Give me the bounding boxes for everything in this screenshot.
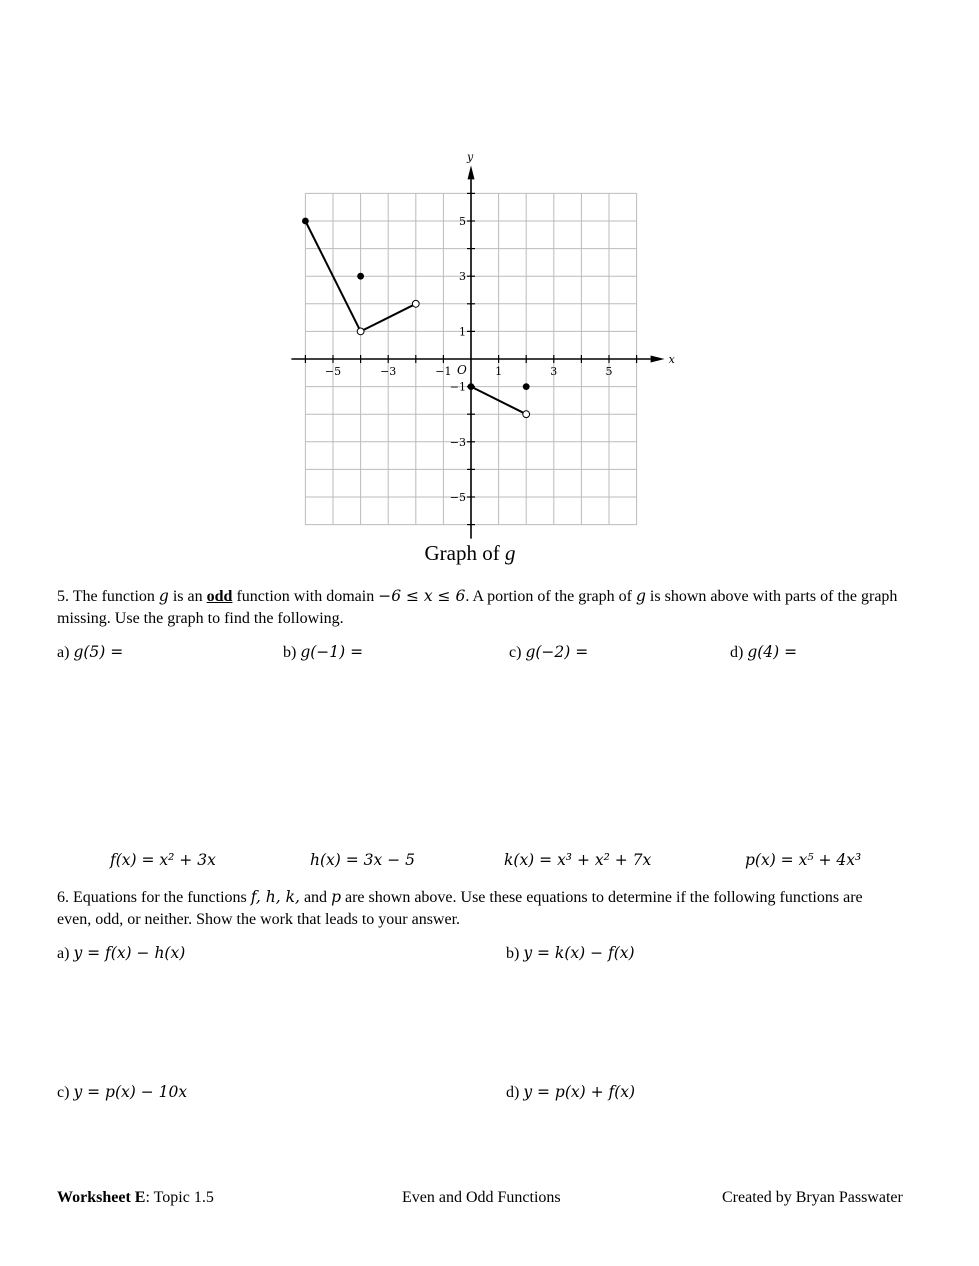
part-expr: g(4) = xyxy=(747,643,798,661)
y-axis-arrow xyxy=(468,165,475,179)
origin-label: O xyxy=(457,363,467,377)
q5-var-g: g xyxy=(158,587,169,605)
q6-part-c xyxy=(57,1083,187,1102)
footer-left xyxy=(57,1189,214,1207)
y-tick-label: 1 xyxy=(459,325,466,339)
part-label: c) xyxy=(57,1084,70,1101)
q6-part-a xyxy=(57,944,185,963)
q5-text-2: is an xyxy=(172,588,203,605)
open-point xyxy=(523,411,530,418)
x-tick-label: 3 xyxy=(550,365,558,378)
part-expr: y = p(x) + f(x) xyxy=(523,1083,636,1101)
topic-label: : Topic 1.5 xyxy=(145,1189,214,1206)
q5-part-d xyxy=(730,643,797,662)
q5-part-c xyxy=(509,643,588,662)
question-number: 5. xyxy=(57,588,69,605)
q6-part-d xyxy=(506,1083,635,1102)
x-tick-label: 1 xyxy=(495,365,503,378)
function-f: f(x) = x² + 3x xyxy=(110,851,216,869)
q6-text-1: Equations for the functions xyxy=(73,889,247,906)
part-expr: y = f(x) − h(x) xyxy=(73,944,186,962)
part-label: a) xyxy=(57,644,70,661)
function-k: k(x) = x³ + x² + 7x xyxy=(504,851,652,869)
q5-text-4: . A portion of the graph of xyxy=(465,588,632,605)
part-expr: y = p(x) − 10x xyxy=(73,1083,188,1101)
y-tick-label: −1 xyxy=(449,380,466,394)
x-tick-label: −5 xyxy=(324,365,342,378)
closed-point xyxy=(523,383,530,390)
question-5-text xyxy=(57,585,927,630)
closed-point xyxy=(468,383,475,390)
caption-var: g xyxy=(504,541,516,565)
footer-right: Created by Bryan Passwater xyxy=(722,1189,903,1206)
part-label: d) xyxy=(730,644,744,661)
q6-var-p: p xyxy=(331,888,341,906)
q5-text-3: function with domain xyxy=(236,588,375,605)
part-label: b) xyxy=(506,945,520,962)
part-expr: y = k(x) − f(x) xyxy=(523,944,635,962)
part-label: b) xyxy=(283,644,297,661)
y-axis-label: y xyxy=(467,150,474,164)
function-h: h(x) = 3x − 5 xyxy=(310,851,415,869)
domain-expr: −6 ≤ x ≤ 6 xyxy=(378,587,466,605)
q6-part-b xyxy=(506,944,635,963)
y-tick-label: 3 xyxy=(459,270,466,284)
part-expr: g(5) = xyxy=(73,643,124,661)
question-number: 6. xyxy=(57,889,69,906)
part-expr: g(−1) = xyxy=(300,643,364,661)
worksheet-label: Worksheet E xyxy=(57,1189,146,1206)
q5-text-1: The function xyxy=(72,588,155,605)
closed-point xyxy=(302,218,309,225)
odd-word: odd xyxy=(206,588,233,605)
graph-of-g xyxy=(285,150,685,540)
x-tick-label: 5 xyxy=(605,365,613,378)
part-label: a) xyxy=(57,945,70,962)
q5-text-5: is shown above with parts of the graph missing. Use the graph to find the following. xyxy=(57,588,898,627)
q5-var-g-2: g xyxy=(635,587,646,605)
part-label: d) xyxy=(506,1084,520,1101)
q6-text-and: and xyxy=(303,889,328,906)
footer-center: Even and Odd Functions xyxy=(402,1189,561,1206)
q5-part-a xyxy=(57,643,123,662)
y-tick-label: 5 xyxy=(459,215,466,228)
caption-prefix: Graph of xyxy=(424,541,500,565)
part-label: c) xyxy=(509,644,522,661)
y-tick-label: −5 xyxy=(449,491,466,504)
q5-part-b xyxy=(283,643,363,662)
open-point xyxy=(357,328,364,335)
x-tick-label: −1 xyxy=(435,365,452,378)
x-axis-label: x xyxy=(668,353,675,366)
q6-vars: f, h, k, xyxy=(250,888,300,906)
function-p: p(x) = x⁵ + 4x³ xyxy=(745,851,862,869)
part-expr: g(−2) = xyxy=(525,643,589,661)
open-point xyxy=(412,300,419,307)
y-tick-label: −3 xyxy=(449,435,466,449)
x-tick-label: −3 xyxy=(380,365,397,378)
closed-point xyxy=(357,273,364,280)
question-6-text xyxy=(57,886,877,931)
q6-text-2: are shown above. Use these equations to determine if the following functions are even, odd, or neither. Show the work that leads to your answer. xyxy=(57,889,863,928)
x-axis-arrow xyxy=(651,356,665,363)
graph-caption xyxy=(0,541,940,566)
